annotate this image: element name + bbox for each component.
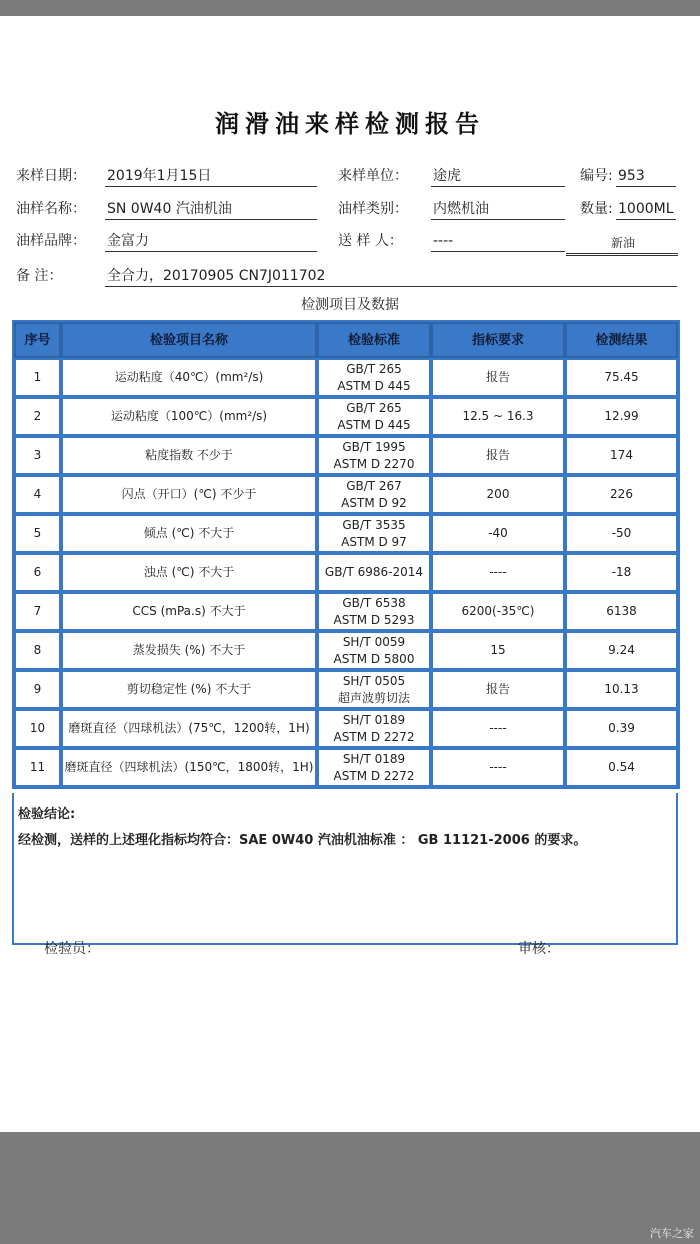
table-header-row [14,322,678,358]
number-value: 953 [616,166,676,187]
cell-no: 5 [14,514,61,553]
table-body [14,358,678,787]
conclusion-box [12,793,678,945]
condition-value: 新油 [566,233,678,256]
cell-result: 174 [565,436,678,475]
cell-standard [317,436,431,475]
table-row [14,553,678,592]
test-results-table [12,320,680,789]
cell-no: 11 [14,748,61,787]
reviewer-label: 审核： [518,941,560,957]
standard-line-2: ASTM D 2270 [333,456,415,471]
cell-item: 磨斑直径（四球机法）(75℃，1200转，1H) [61,709,317,748]
cell-item: CCS (mPa.s) 不大于 [61,592,317,631]
cell-item: 剪切稳定性 (%) 不大于 [61,670,317,709]
standard-line-2: ASTM D 97 [341,534,407,549]
table-row [14,631,678,670]
table-row [14,709,678,748]
cell-no: 8 [14,631,61,670]
cell-result: 0.54 [565,748,678,787]
standard-line-2: ASTM D 445 [337,417,411,432]
sample-date-value: 2019年1月15日 [105,166,317,187]
cell-requirement: ---- [431,748,565,787]
sender-value: ---- [431,231,565,252]
cell-requirement: ---- [431,553,565,592]
standard-line-2: ASTM D 445 [337,378,411,393]
cell-no: 9 [14,670,61,709]
cell-result: 10.13 [565,670,678,709]
standard-line-1: SH/T 0505 [342,673,406,688]
standard-line-1: SH/T 0189 [342,751,406,766]
conclusion-heading: 检验结论: [18,807,76,822]
cell-no: 2 [14,397,61,436]
number-label: 编号: [580,168,613,184]
cell-item: 倾点 (℃) 不大于 [61,514,317,553]
table-row [14,514,678,553]
standard-line-1: GB/T 265 [346,361,402,376]
cell-no: 4 [14,475,61,514]
cell-item: 磨斑直径（四球机法）(150℃，1800转，1H) [61,748,317,787]
standard-line-1: SH/T 0059 [342,634,406,649]
cell-requirement: 报告 [431,358,565,397]
standard-line-1: GB/T 265 [346,400,402,415]
table-row [14,670,678,709]
quantity-label: 数量: [580,201,613,217]
oil-name-label: 油样名称： [16,201,86,217]
standard-line-2: ASTM D 2272 [333,768,415,783]
standard-line-2: ASTM D 2272 [333,729,415,744]
cell-no: 10 [14,709,61,748]
table-row [14,397,678,436]
standard-line-1: GB/T 6538 [342,595,406,610]
cell-requirement: -40 [431,514,565,553]
table-row [14,358,678,397]
cell-result: 75.45 [565,358,678,397]
cell-no: 3 [14,436,61,475]
cell-requirement: 12.5 ~ 16.3 [431,397,565,436]
standard-line-1: GB/T 1995 [342,439,406,454]
table-row [14,592,678,631]
cell-result: 6138 [565,592,678,631]
oil-type-label: 油样类别： [338,201,408,217]
cell-standard [317,553,431,592]
cell-requirement: 报告 [431,670,565,709]
cell-item: 运动粘度（40℃）(mm²/s) [61,358,317,397]
cell-no: 7 [14,592,61,631]
cell-result: -18 [565,553,678,592]
cell-item: 粘度指数 不少于 [61,436,317,475]
header-no: 序号 [14,322,61,358]
cell-standard [317,670,431,709]
watermark: 汽车之家 [650,1227,694,1240]
cell-no: 1 [14,358,61,397]
conclusion-text: 经检测，送样的上述理化指标均符合：SAE 0W40 汽油机油标准 ： GB 11121-2006 的要求。 [18,833,587,848]
quantity-value: 1000ML [616,199,676,220]
cell-requirement: ---- [431,709,565,748]
oil-type-value: 内燃机油 [431,199,565,220]
cell-standard [317,631,431,670]
cell-result: 226 [565,475,678,514]
cell-result: -50 [565,514,678,553]
cell-standard [317,475,431,514]
cell-item: 闪点（开口）(℃) 不少于 [61,475,317,514]
cell-result: 0.39 [565,709,678,748]
cell-requirement: 6200(-35℃) [431,592,565,631]
cell-no: 6 [14,553,61,592]
cell-result: 9.24 [565,631,678,670]
report-page [0,16,700,1132]
oil-name-value: SN 0W40 汽油机油 [105,199,317,220]
sender-label: 送 样 人： [338,233,403,249]
header-standard: 检验标准 [317,322,431,358]
section-title: 检测项目及数据 [301,297,399,313]
brand-value: 金富力 [105,231,317,252]
cell-standard [317,397,431,436]
cell-standard [317,592,431,631]
sample-date-label: 来样日期： [16,168,86,184]
remark-label: 备 注： [16,268,63,284]
cell-requirement: 15 [431,631,565,670]
report-title: 润滑油来样检测报告 [215,109,485,138]
brand-label: 油样品牌： [16,233,86,249]
cell-item: 浊点 (℃) 不大于 [61,553,317,592]
table-row [14,748,678,787]
standard-line-2: ASTM D 92 [341,495,407,510]
standard-line-1: GB/T 6986-2014 [324,565,424,579]
header-item: 检验项目名称 [61,322,317,358]
sample-unit-label: 来样单位： [338,168,408,184]
standard-line-2: 超声波剪切法 [337,690,410,705]
header-requirement: 指标要求 [431,322,565,358]
cell-standard [317,748,431,787]
sample-unit-value: 途虎 [431,166,565,187]
cell-standard [317,709,431,748]
standard-line-2: ASTM D 5293 [333,612,415,627]
cell-result: 12.99 [565,397,678,436]
header-result: 检测结果 [565,322,678,358]
standard-line-1: GB/T 3535 [342,517,406,532]
table-row [14,436,678,475]
cell-standard [317,358,431,397]
standard-line-2: ASTM D 5800 [333,651,415,666]
cell-requirement: 200 [431,475,565,514]
cell-item: 运动粘度（100℃）(mm²/s) [61,397,317,436]
remark-value: 全合力，20170905 CN7J011702 [105,266,677,287]
cell-standard [317,514,431,553]
table-row [14,475,678,514]
inspector-label: 检验员： [44,941,100,957]
standard-line-1: SH/T 0189 [342,712,406,727]
cell-item: 蒸发损失 (%) 不大于 [61,631,317,670]
standard-line-1: GB/T 267 [346,478,402,493]
cell-requirement: 报告 [431,436,565,475]
